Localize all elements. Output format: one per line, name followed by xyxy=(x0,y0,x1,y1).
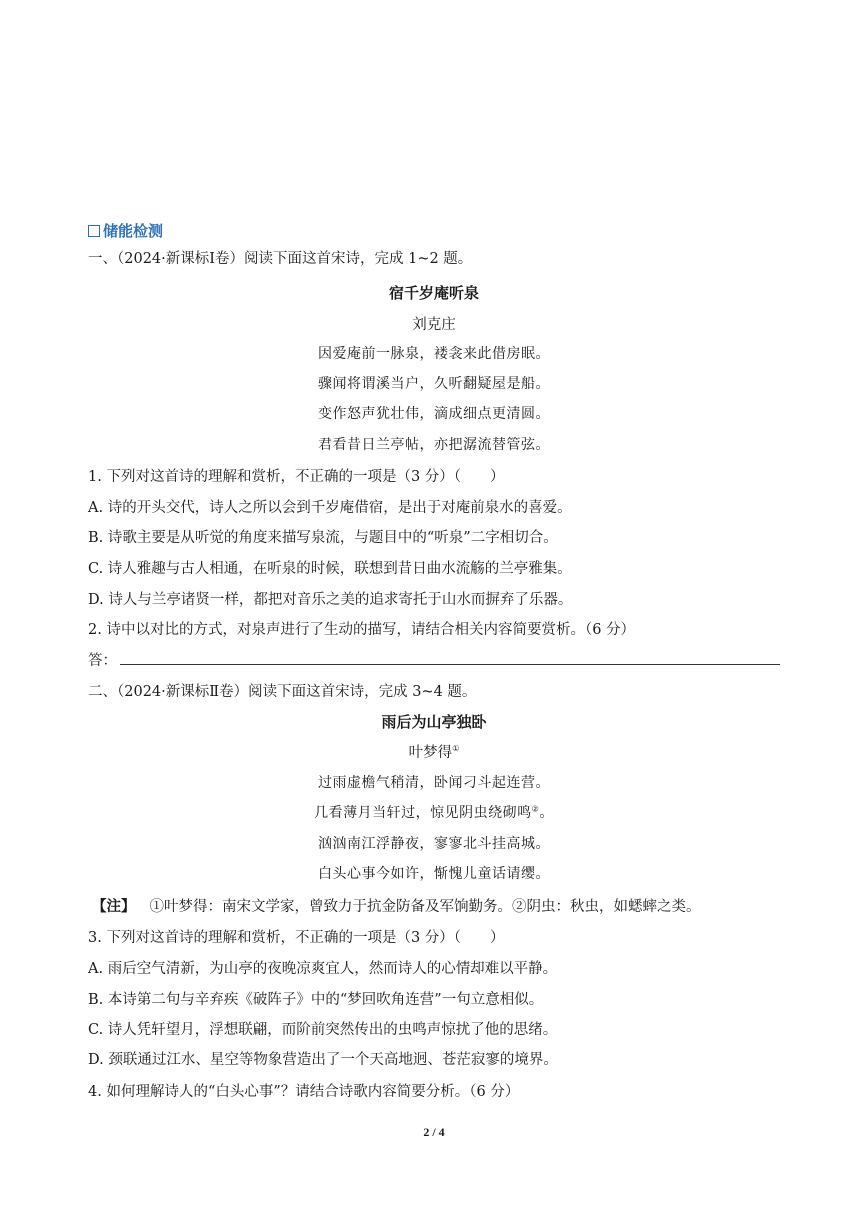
question-2: 2. 诗中以对比的方式，对泉声进行了生动的描写，请结合相关内容简要赏析。（6 分） xyxy=(88,622,636,638)
question-3-option-b: B. 本诗第二句与辛弃疾《破阵子》中的“梦回吹角连营”一句立意相似。 xyxy=(88,992,544,1008)
poem1-line: 因爱庵前一脉泉，褛衾来此借房眠。 xyxy=(318,346,550,362)
poem1-line: 骤闻将谓溪当户，久听翻疑屋是船。 xyxy=(318,376,550,392)
note-text: ①叶梦得：南宋文学家，曾致力于抗金防备及军饷勤务。②阴虫：秋虫，如蟋蟀之类。 xyxy=(149,899,701,915)
question-3-option-c: C. 诗人凭轩望月，浮想联翩，而阶前突然传出的虫鸣声惊扰了他的思绪。 xyxy=(88,1022,558,1038)
poem2-note xyxy=(92,895,701,916)
part2-intro: 二、（2024·新课标Ⅱ卷）阅读下面这首宋诗，完成 3~4 题。 xyxy=(88,684,477,700)
poem1-line: 君看昔日兰亭帖，亦把潺流替管弦。 xyxy=(318,437,550,453)
poem2-line-end: 。 xyxy=(539,805,554,821)
poem1-author: 刘克庄 xyxy=(412,317,456,333)
poem2-line: 过雨虚檐气稍清，卧闻刁斗起连营。 xyxy=(318,775,550,791)
page-number: 2 / 4 xyxy=(423,1125,445,1139)
poem2-author xyxy=(0,741,868,762)
poem2-line-text: 几看薄月当轩过，惊见阴虫绕砌鸣 xyxy=(314,805,532,821)
poem2-line xyxy=(0,802,868,822)
part1-intro: 一、（2024·新课标Ⅰ卷）阅读下面这首宋诗，完成 1~2 题。 xyxy=(88,251,473,267)
question-1: 1. 下列对这首诗的理解和赏析，不正确的一项是（3 分）（ ） xyxy=(88,469,505,485)
section-title xyxy=(88,220,163,241)
section-title-text: 储能检测 xyxy=(103,222,164,240)
question-1-option-b: B. 诗歌主要是从听觉的角度来描写泉流，与题目中的“听泉”二字相切合。 xyxy=(88,530,558,546)
question-4: 4. 如何理解诗人的“白头心事”？请结合诗歌内容简要分析。（6 分） xyxy=(88,1084,520,1100)
poem2-author-name: 叶梦得 xyxy=(408,745,453,761)
poem1-title: 宿千岁庵听泉 xyxy=(388,284,479,302)
question-3-option-a: A. 雨后空气清新，为山亭的夜晚凉爽宜人，然而诗人的心情却难以平静。 xyxy=(88,961,558,977)
question-3: 3. 下列对这首诗的理解和赏析，不正确的一项是（3 分）（ ） xyxy=(88,930,505,946)
poem2-title: 雨后为山亭独卧 xyxy=(381,713,487,731)
footnote-marker: ② xyxy=(531,804,540,814)
footnote-marker: ① xyxy=(452,744,460,754)
question-3-option-d: D. 颈联通过江水、星空等物象营造出了一个天高地迥、苍茫寂寥的境界。 xyxy=(88,1052,558,1068)
poem2-line: 白头心事今如许，惭愧儿童话请缨。 xyxy=(318,866,550,882)
answer-label: 答： xyxy=(88,653,117,669)
checkbox-square-icon xyxy=(88,225,100,237)
question-1-option-c: C. 诗人雅趣与古人相通，在听泉的时候，联想到昔日曲水流觞的兰亭雅集。 xyxy=(88,561,572,577)
poem1-line: 变作怒声犹壮伟，滴成细点更清圆。 xyxy=(318,406,550,422)
poem2-line: 汹汹南江浮静夜，寥寥北斗挂高城。 xyxy=(318,836,550,852)
answer-line[interactable] xyxy=(120,664,780,665)
question-1-option-a: A. 诗的开头交代，诗人之所以会到千岁庵借宿，是出于对庵前泉水的喜爱。 xyxy=(88,500,572,516)
note-label: 【注】 xyxy=(92,898,136,915)
question-1-option-d: D. 诗人与兰亭诸贤一样，都把对音乐之美的追求寄托于山水而摒弃了乐器。 xyxy=(88,592,573,608)
